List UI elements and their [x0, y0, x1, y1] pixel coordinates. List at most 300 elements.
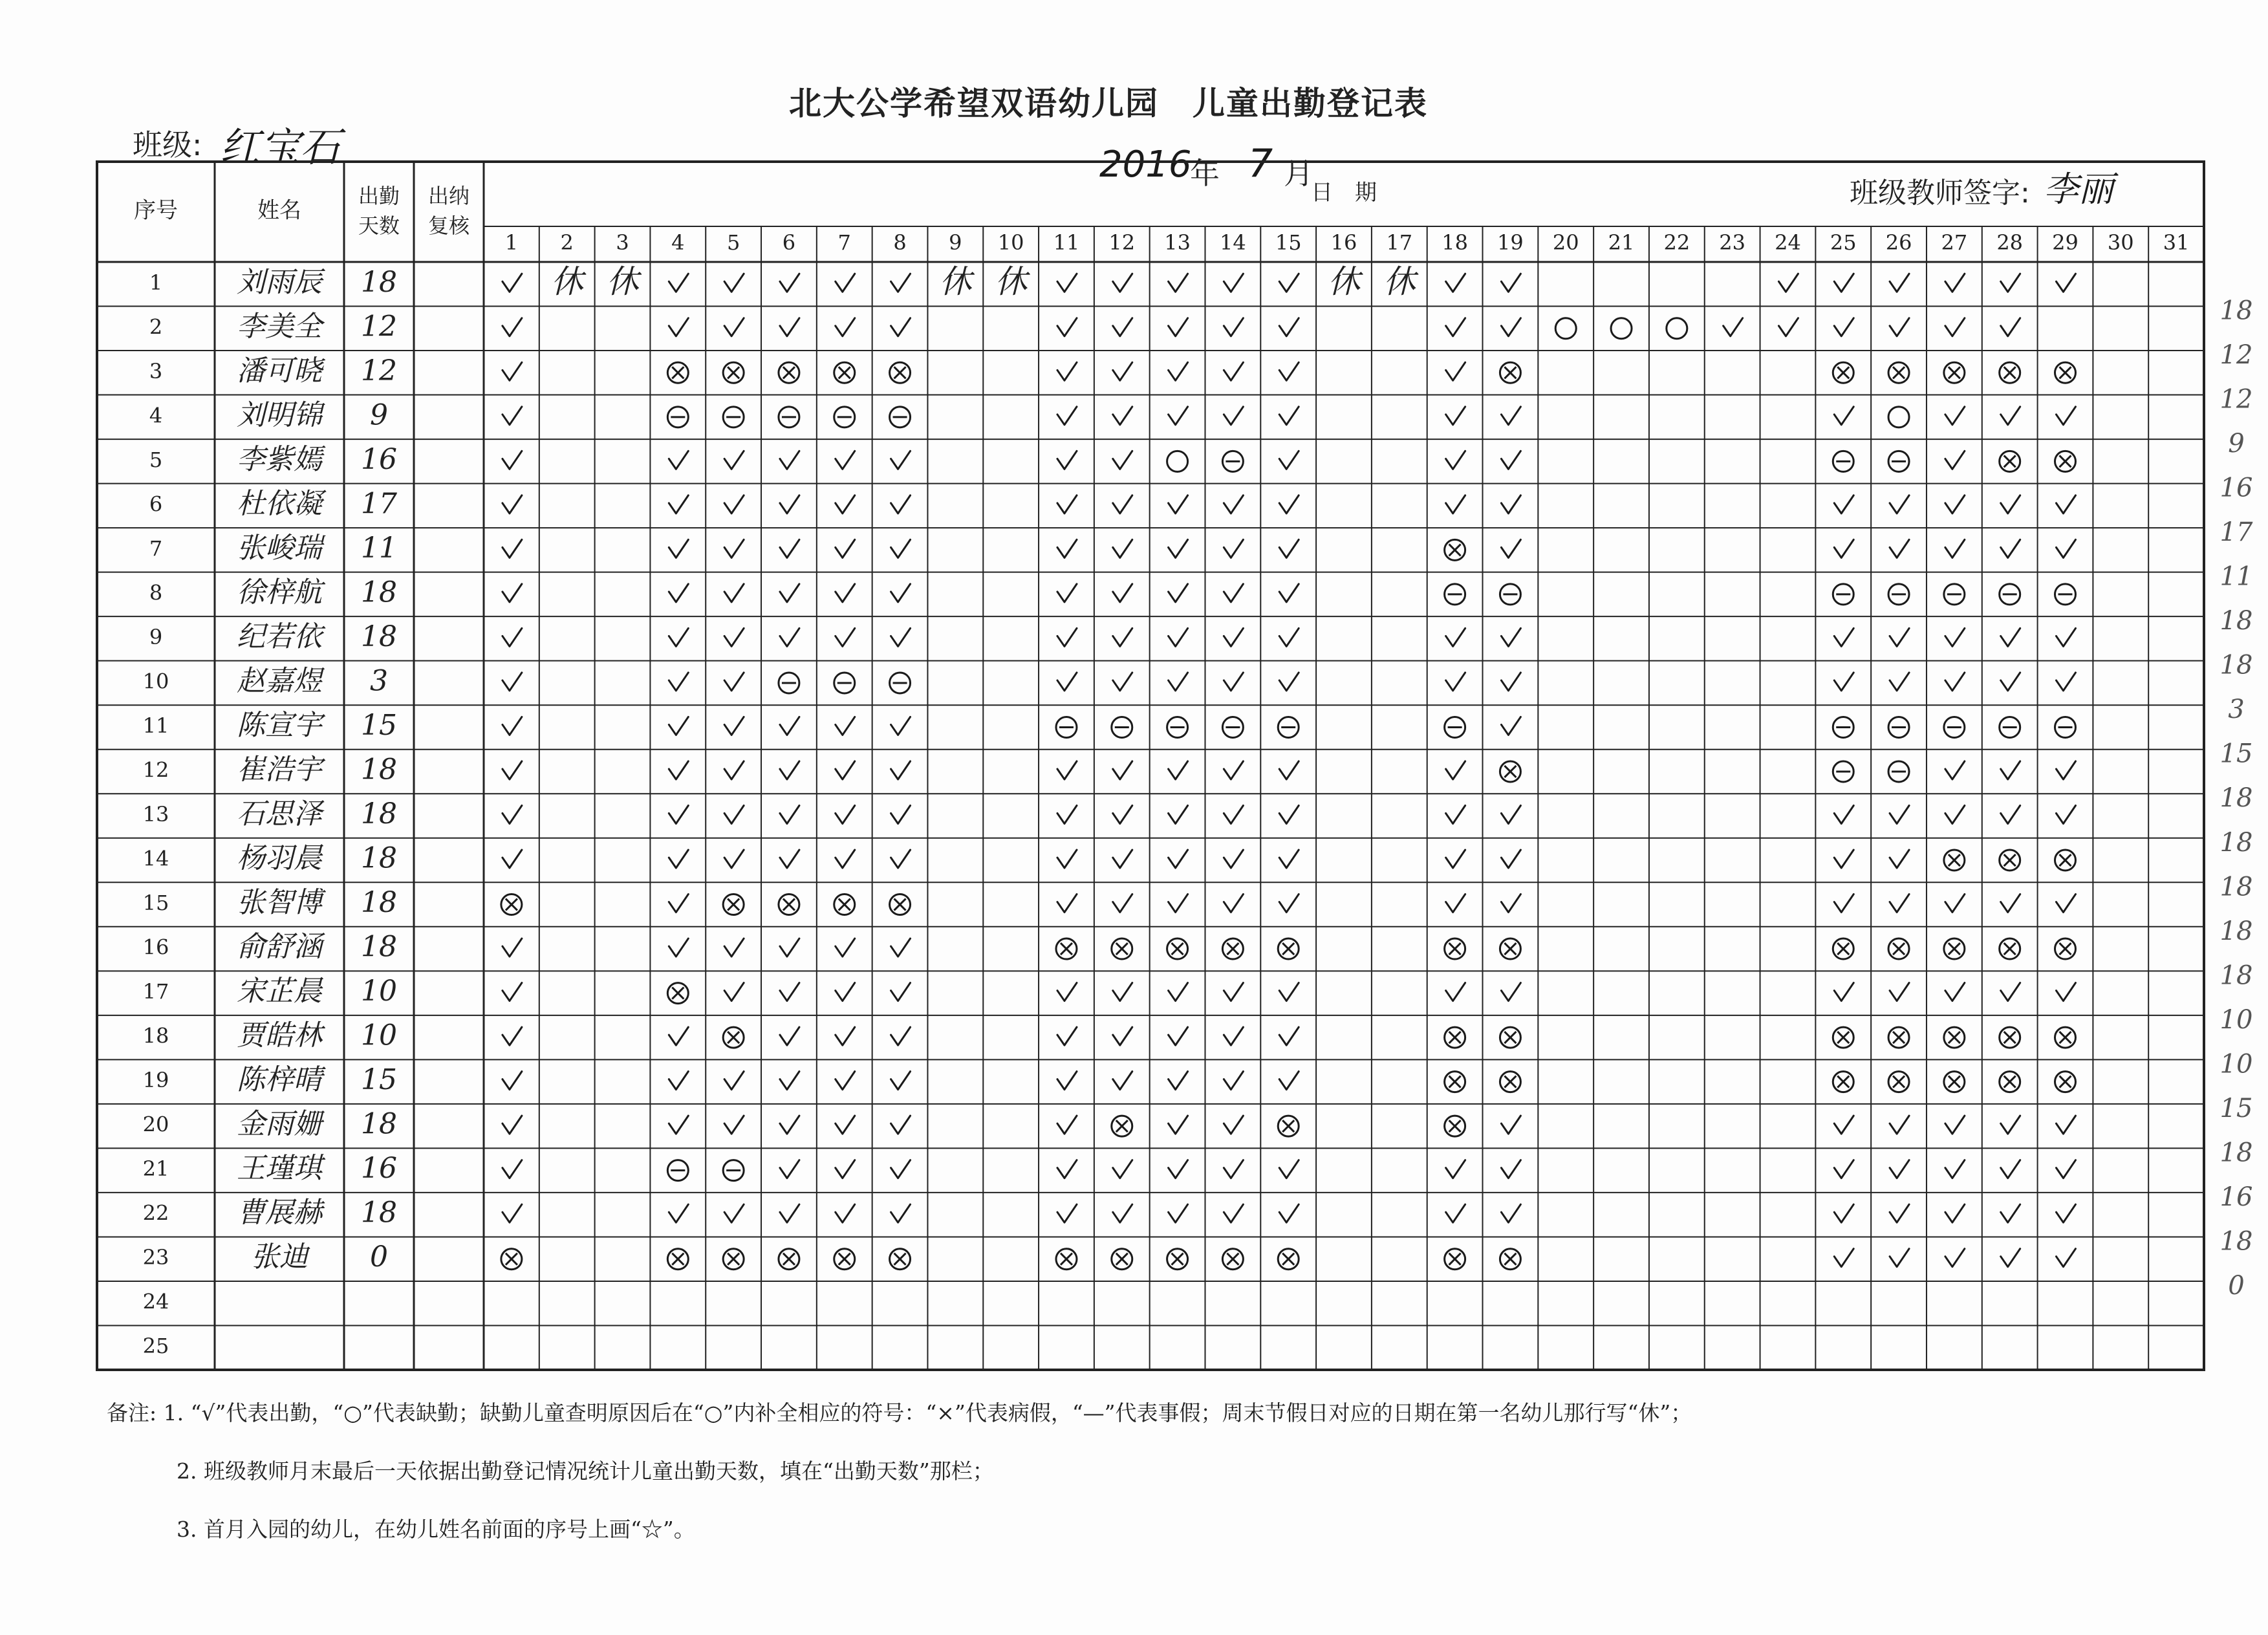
day-header: 8 — [893, 230, 907, 255]
header-check: 出纳 — [427, 184, 470, 208]
rest-mark: 休 — [1328, 263, 1360, 301]
side-total: 18 — [2219, 650, 2253, 680]
check-mark — [780, 495, 799, 514]
check-mark — [780, 1204, 799, 1222]
check-mark — [2001, 806, 2020, 824]
sick-leave-mark — [1282, 1120, 1294, 1132]
sick-leave-mark — [2004, 367, 2016, 378]
check-mark — [891, 761, 911, 779]
check-mark — [780, 761, 799, 779]
check-mark — [1834, 983, 1853, 1001]
check-mark — [1501, 407, 1520, 425]
absence-circle — [1167, 451, 1188, 471]
check-mark — [780, 584, 799, 602]
day-header: 13 — [1164, 230, 1191, 255]
day-header: 1 — [504, 230, 519, 255]
attend-days: 9 — [370, 398, 388, 432]
check-mark — [1501, 717, 1520, 735]
day-header: 12 — [1108, 230, 1136, 255]
check-mark — [724, 850, 744, 868]
student-name: 潘可晓 — [237, 354, 322, 387]
check-mark — [724, 806, 744, 824]
sick-leave-mark — [1837, 943, 1849, 955]
day-header: 17 — [1386, 230, 1413, 255]
row-number: 11 — [142, 713, 169, 738]
check-mark — [2056, 495, 2075, 514]
sick-leave-mark — [1837, 1076, 1849, 1088]
check-mark — [669, 274, 688, 292]
month-label: 月 — [1284, 156, 1313, 191]
row-number: 4 — [149, 403, 163, 428]
sick-leave-mark — [894, 367, 906, 378]
check-mark — [1834, 274, 1853, 292]
student-name: 刘雨辰 — [237, 265, 322, 299]
check-mark — [1279, 318, 1299, 336]
check-mark — [502, 318, 522, 336]
rest-mark: 休 — [995, 263, 1028, 301]
check-mark — [669, 539, 688, 558]
check-mark — [1113, 1027, 1132, 1045]
check-mark — [1057, 673, 1077, 691]
check-mark — [891, 274, 911, 292]
sick-leave-mark — [1282, 1253, 1294, 1265]
check-mark — [502, 495, 522, 514]
sick-leave-mark — [1061, 943, 1072, 955]
check-mark — [1279, 894, 1299, 913]
day-header: 30 — [2107, 230, 2134, 255]
check-mark — [1169, 1072, 1188, 1090]
attend-days: 3 — [370, 664, 388, 698]
check-mark — [1169, 983, 1188, 1001]
check-mark — [836, 983, 855, 1001]
check-mark — [1169, 407, 1188, 425]
check-mark — [2001, 1116, 2020, 1134]
row-number: 22 — [142, 1200, 169, 1226]
check-mark — [2056, 274, 2075, 292]
check-mark — [1446, 274, 1465, 292]
check-mark — [669, 894, 688, 913]
absence-circle — [1611, 318, 1632, 339]
day-header: 28 — [1996, 230, 2024, 255]
check-mark — [1224, 274, 1243, 292]
student-name: 刘明锦 — [237, 398, 322, 432]
check-mark — [780, 451, 799, 469]
month-value: 7 — [1248, 141, 1273, 186]
day-header: 22 — [1663, 230, 1690, 255]
sick-leave-mark — [1949, 1076, 1960, 1088]
teacher-signature-label: 班级教师签字: — [1850, 177, 2030, 210]
side-total: 9 — [2228, 429, 2245, 459]
check-mark — [502, 761, 522, 779]
check-mark — [780, 628, 799, 646]
check-mark — [502, 1116, 522, 1134]
student-name: 杨羽晨 — [237, 841, 322, 875]
check-mark — [891, 451, 911, 469]
check-mark — [1279, 673, 1299, 691]
day-header: 21 — [1608, 230, 1635, 255]
attend-days: 15 — [361, 708, 397, 742]
row-number: 12 — [142, 757, 169, 783]
student-name: 陈梓晴 — [237, 1063, 322, 1097]
check-mark — [502, 673, 522, 691]
check-mark — [1778, 274, 1798, 292]
sick-leave-mark — [1449, 1120, 1461, 1132]
sick-leave-mark — [506, 899, 517, 911]
check-mark — [669, 673, 688, 691]
notes — [107, 1384, 1692, 1559]
sick-leave-mark — [1837, 367, 1849, 378]
check-mark — [502, 717, 522, 735]
check-mark — [1057, 407, 1077, 425]
check-mark — [1501, 983, 1520, 1001]
sick-leave-mark — [672, 988, 684, 999]
year-label: 年 — [1190, 156, 1220, 191]
day-header: 19 — [1497, 230, 1524, 255]
student-name: 杜依凝 — [237, 487, 322, 521]
row-number: 1 — [149, 270, 163, 295]
check-mark — [2056, 1116, 2075, 1134]
sick-leave-mark — [1837, 1032, 1849, 1043]
day-header: 18 — [1442, 230, 1468, 255]
check-mark — [669, 318, 688, 336]
check-mark — [502, 1072, 522, 1090]
attend-days: 0 — [370, 1240, 388, 1274]
attend-days: 18 — [361, 886, 397, 920]
check-mark — [836, 539, 855, 558]
check-mark — [2001, 495, 2020, 514]
sick-leave-mark — [1172, 1253, 1183, 1265]
check-mark — [502, 407, 522, 425]
row-number: 15 — [142, 891, 169, 916]
row-number: 25 — [142, 1334, 169, 1359]
check-mark — [836, 717, 855, 735]
check-mark — [836, 938, 855, 957]
check-mark — [891, 539, 911, 558]
check-mark — [1890, 1160, 1909, 1178]
check-mark — [669, 938, 688, 957]
sick-leave-mark — [2059, 367, 2071, 378]
check-mark — [1279, 983, 1299, 1001]
check-mark — [502, 850, 522, 868]
row-number: 14 — [142, 846, 169, 871]
check-mark — [724, 495, 744, 514]
day-header: 20 — [1552, 230, 1579, 255]
check-mark — [2001, 983, 2020, 1001]
check-mark — [1279, 495, 1299, 514]
check-mark — [1057, 451, 1077, 469]
student-name: 张智博 — [237, 886, 322, 920]
check-mark — [1169, 1116, 1188, 1134]
check-mark — [780, 539, 799, 558]
check-mark — [1945, 628, 1965, 646]
day-header: 29 — [2052, 230, 2079, 255]
check-mark — [724, 1204, 744, 1222]
day-header: 2 — [560, 230, 574, 255]
side-total: 18 — [2219, 1138, 2253, 1168]
rest-mark: 休 — [939, 263, 972, 301]
check-mark — [724, 628, 744, 646]
sick-leave-mark — [1227, 943, 1238, 955]
check-mark — [1224, 806, 1243, 824]
check-mark — [836, 1027, 855, 1045]
check-mark — [1834, 495, 1853, 514]
check-mark — [1169, 318, 1188, 336]
day-header: 25 — [1830, 230, 1857, 255]
check-mark — [891, 1072, 911, 1090]
check-mark — [1057, 761, 1077, 779]
check-mark — [836, 1116, 855, 1134]
check-mark — [669, 806, 688, 824]
check-mark — [1224, 894, 1243, 913]
check-mark — [2001, 761, 2020, 779]
sick-leave-mark — [506, 1253, 517, 1265]
sick-leave-mark — [2004, 943, 2016, 955]
check-mark — [1945, 539, 1965, 558]
note-2: 2. 班级教师月末最后一天依据出勤登记情况统计儿童出勤天数，填在“出勤天数”那栏； — [177, 1458, 994, 1484]
check-mark — [1279, 274, 1299, 292]
check-mark — [1224, 495, 1243, 514]
check-mark — [1169, 1160, 1188, 1178]
check-mark — [1057, 1116, 1077, 1134]
attend-days: 18 — [361, 930, 397, 964]
check-mark — [1501, 1116, 1520, 1134]
check-mark — [836, 761, 855, 779]
day-header: 6 — [782, 230, 796, 255]
check-mark — [836, 1072, 855, 1090]
check-mark — [1279, 451, 1299, 469]
sick-leave-mark — [1949, 1032, 1960, 1043]
sick-leave-mark — [839, 1253, 850, 1265]
note-1: 备注: 1. “√”代表出勤，“○”代表缺勤；缺勤儿童查明原因后在“○”内补全相应的符号：“×”代表病假，“—”代表事假；周末节假日对应的日期在第一名幼儿那行写“休”； — [107, 1400, 1692, 1425]
check-mark — [2001, 274, 2020, 292]
student-name: 曹展赫 — [237, 1196, 322, 1229]
header-no: 序号 — [134, 197, 178, 224]
side-total: 10 — [2219, 1049, 2253, 1079]
check-mark — [836, 1204, 855, 1222]
check-mark — [1834, 1160, 1853, 1178]
student-name: 赵嘉煜 — [237, 664, 322, 698]
day-header: 16 — [1330, 230, 1357, 255]
check-mark — [2001, 1204, 2020, 1222]
check-mark — [1113, 274, 1132, 292]
check-mark — [1890, 894, 1909, 913]
check-mark — [780, 1160, 799, 1178]
row-number: 2 — [149, 314, 163, 340]
check-mark — [669, 1027, 688, 1045]
check-mark — [2001, 894, 2020, 913]
row-number: 13 — [142, 802, 169, 827]
check-mark — [502, 1160, 522, 1178]
check-mark — [1224, 407, 1243, 425]
check-mark — [1279, 539, 1299, 558]
sick-leave-mark — [2004, 854, 2016, 866]
sick-leave-mark — [1172, 943, 1183, 955]
day-header: 24 — [1775, 230, 1801, 255]
side-total: 17 — [2219, 517, 2253, 548]
check-mark — [891, 1204, 911, 1222]
check-mark — [836, 274, 855, 292]
check-mark — [1446, 451, 1465, 469]
sick-leave-mark — [894, 899, 906, 911]
check-mark — [2001, 407, 2020, 425]
check-mark — [1169, 1204, 1188, 1222]
check-mark — [836, 584, 855, 602]
check-mark — [1057, 1072, 1077, 1090]
check-mark — [1501, 850, 1520, 868]
absence-circle — [1888, 407, 1909, 428]
student-name: 贾皓林 — [237, 1019, 322, 1052]
check-mark — [1723, 318, 1743, 336]
check-mark — [1113, 1072, 1132, 1090]
check-mark — [2001, 628, 2020, 646]
check-mark — [1834, 1116, 1853, 1134]
check-mark — [724, 1072, 744, 1090]
check-mark — [1113, 1204, 1132, 1222]
side-total: 18 — [2219, 872, 2253, 902]
check-mark — [1945, 806, 1965, 824]
check-mark — [1834, 673, 1853, 691]
attend-days: 16 — [361, 442, 397, 476]
check-mark — [2056, 628, 2075, 646]
sick-leave-mark — [783, 899, 795, 911]
row-number: 5 — [149, 447, 163, 472]
check-mark — [1446, 761, 1465, 779]
check-mark — [1446, 362, 1465, 380]
check-mark — [1446, 983, 1465, 1001]
class-value: 红宝石 — [220, 124, 341, 171]
check-mark — [1501, 451, 1520, 469]
check-mark — [1169, 1027, 1188, 1045]
sick-leave-mark — [1449, 943, 1461, 955]
check-mark — [724, 761, 744, 779]
row-number: 3 — [149, 358, 163, 384]
check-mark — [1834, 1249, 1853, 1267]
row-number: 8 — [149, 580, 163, 605]
check-mark — [891, 983, 911, 1001]
attend-days: 18 — [361, 1196, 397, 1229]
row-number: 6 — [149, 492, 163, 517]
attend-days: 18 — [361, 753, 397, 786]
check-mark — [2056, 539, 2075, 558]
check-mark — [1057, 983, 1077, 1001]
check-mark — [1501, 539, 1520, 558]
attend-days: 18 — [361, 576, 397, 609]
sick-leave-mark — [1116, 1120, 1128, 1132]
sick-leave-mark — [1949, 854, 1960, 866]
header-attend: 出勤 — [358, 184, 400, 208]
check-mark — [1446, 673, 1465, 691]
check-mark — [1169, 761, 1188, 779]
side-total: 0 — [2228, 1270, 2245, 1301]
sick-leave-mark — [2004, 1032, 2016, 1043]
side-total: 11 — [2219, 561, 2253, 592]
check-mark — [1224, 318, 1243, 336]
attend-days: 18 — [361, 620, 397, 653]
side-total: 16 — [2219, 1182, 2253, 1212]
side-total: 18 — [2219, 296, 2253, 326]
check-mark — [502, 539, 522, 558]
check-mark — [1224, 1027, 1243, 1045]
check-mark — [1113, 983, 1132, 1001]
header-date: 日 期 — [1311, 180, 1377, 206]
day-header: 5 — [726, 230, 740, 255]
check-mark — [1279, 407, 1299, 425]
day-header: 7 — [837, 230, 851, 255]
attend-days: 10 — [361, 975, 397, 1008]
check-mark — [669, 1116, 688, 1134]
check-mark — [780, 806, 799, 824]
day-header: 31 — [2163, 230, 2190, 255]
check-mark — [1501, 495, 1520, 514]
check-mark — [1945, 1116, 1965, 1134]
student-name: 纪若依 — [237, 620, 322, 653]
check-mark — [1446, 894, 1465, 913]
year-value: 2016 — [1099, 144, 1192, 186]
check-mark — [1834, 806, 1853, 824]
sick-leave-mark — [839, 367, 850, 378]
row-number: 20 — [142, 1112, 169, 1137]
check-mark — [1057, 274, 1077, 292]
check-mark — [669, 761, 688, 779]
sick-leave-mark — [1116, 1253, 1128, 1265]
sick-leave-mark — [728, 899, 739, 911]
check-mark — [1224, 850, 1243, 868]
check-mark — [1446, 850, 1465, 868]
sick-leave-mark — [1061, 1253, 1072, 1265]
check-mark — [1834, 539, 1853, 558]
check-mark — [1169, 894, 1188, 913]
check-mark — [1113, 1160, 1132, 1178]
check-mark — [669, 628, 688, 646]
check-mark — [1057, 539, 1077, 558]
sick-leave-mark — [1504, 1253, 1516, 1265]
attend-days: 18 — [361, 841, 397, 875]
side-total: 12 — [2219, 340, 2253, 371]
check-mark — [724, 274, 744, 292]
sick-leave-mark — [728, 1032, 739, 1043]
check-mark — [1890, 318, 1909, 336]
check-mark — [1057, 806, 1077, 824]
check-mark — [1890, 1116, 1909, 1134]
check-mark — [1279, 806, 1299, 824]
check-mark — [1169, 495, 1188, 514]
check-mark — [1501, 628, 1520, 646]
day-header: 4 — [671, 230, 685, 255]
check-mark — [502, 274, 522, 292]
check-mark — [1169, 850, 1188, 868]
check-mark — [1945, 983, 1965, 1001]
check-mark — [1501, 806, 1520, 824]
check-mark — [1279, 362, 1299, 380]
check-mark — [836, 628, 855, 646]
sick-leave-mark — [1227, 1253, 1238, 1265]
attend-days: 18 — [361, 265, 397, 299]
row-number: 9 — [149, 624, 163, 649]
check-mark — [2056, 673, 2075, 691]
check-mark — [836, 318, 855, 336]
student-name: 金雨姗 — [237, 1107, 322, 1141]
check-mark — [502, 1027, 522, 1045]
header-check: 复核 — [427, 213, 470, 238]
check-mark — [1113, 495, 1132, 514]
attend-days: 18 — [361, 797, 397, 830]
student-name: 崔浩宇 — [237, 753, 322, 786]
side-total: 12 — [2219, 384, 2253, 415]
check-mark — [1057, 584, 1077, 602]
header-attend: 天数 — [358, 213, 400, 238]
sick-leave-mark — [1949, 943, 1960, 955]
row-number: 10 — [142, 669, 169, 694]
